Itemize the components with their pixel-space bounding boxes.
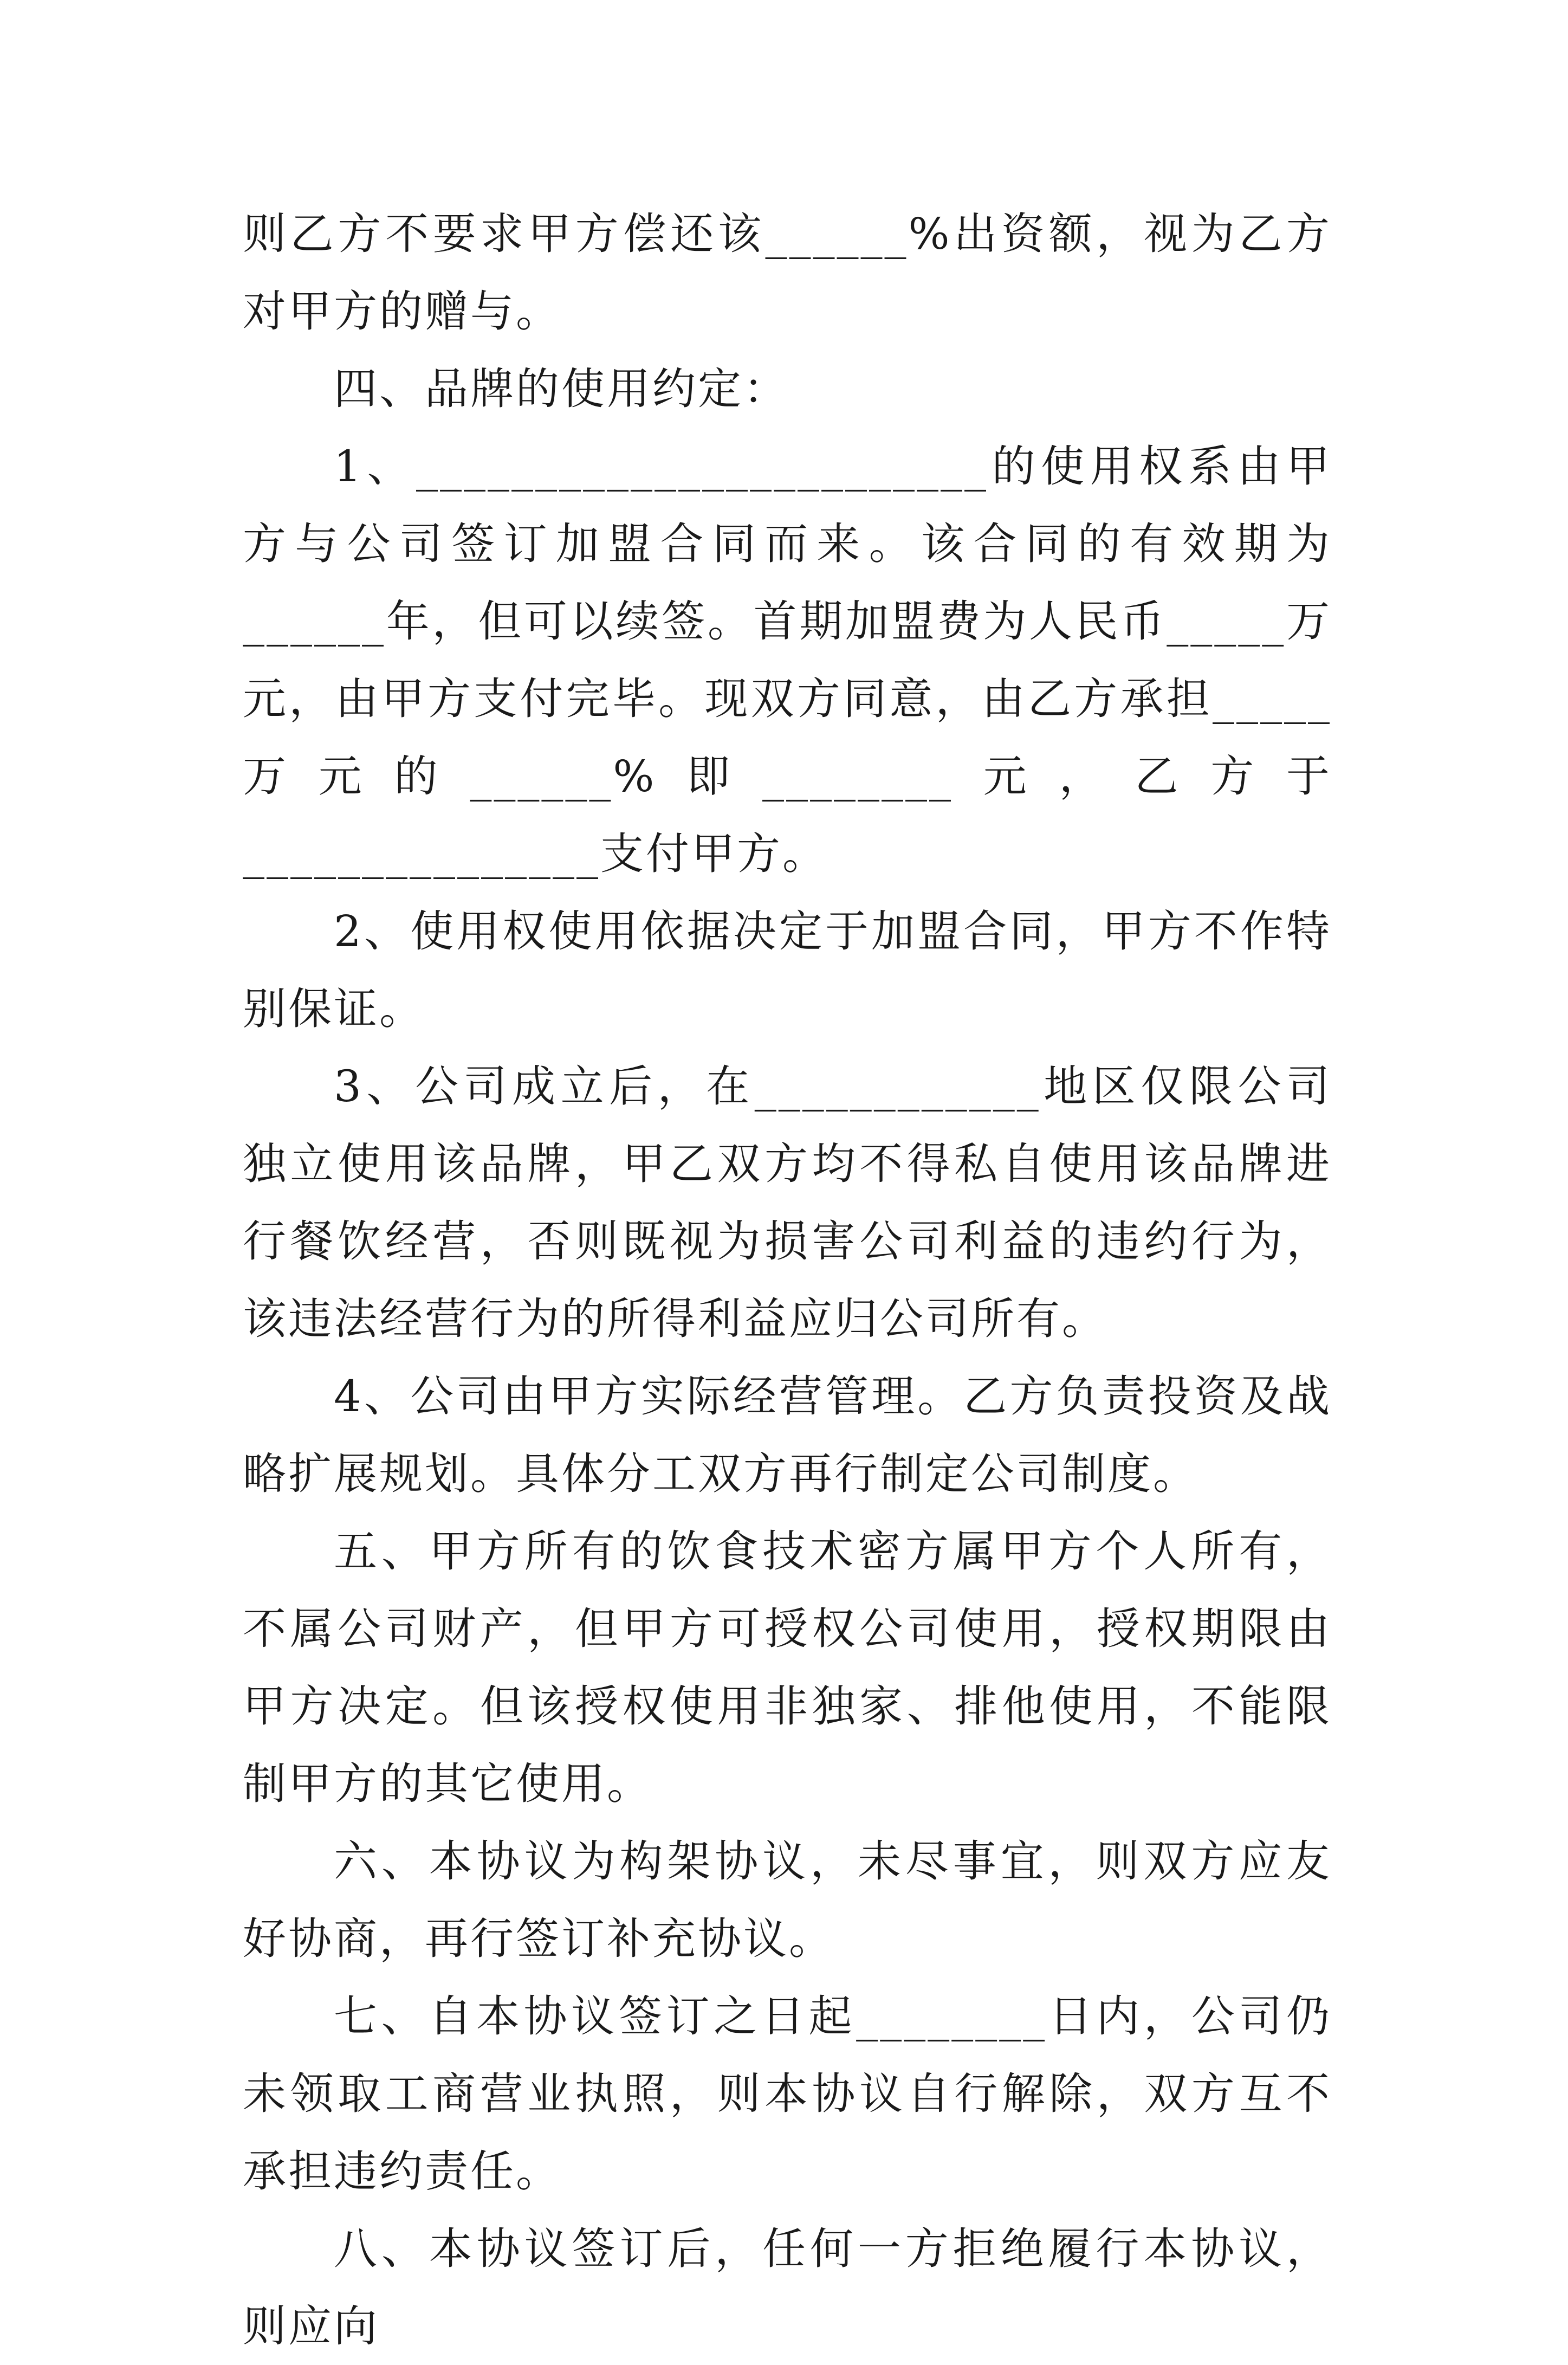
paragraph-brand-usage-2: 2、使用权使用依据决定于加盟合同，甲方不作特别保证。 [243, 906, 1332, 1034]
section-six-framework: 六、本协议为构架协议，未尽事宜，则双方应友好协商，再行签订补充协议。 [243, 1836, 1332, 1964]
paragraph-gift-clause: 则乙方不要求甲方偿还该______%出资额，视为乙方对甲方的赠与。 [243, 209, 1332, 337]
paragraph-brand-usage-1: 1、________________________的使用权系由甲方与公司签订加盟合同而来。该合同的有效期为______年，但可以续签。首期加盟费为人民币_____万元，由甲方支付完毕。现双方同意，由乙方承担_____万元的______%即________元，乙方于_______________支付甲方。 [243, 441, 1332, 879]
section-seven-license: 七、自本协议签订之日起________日内，公司仍未领取工商营业执照，则本协议自行解除，双方互不承担违约责任。 [243, 1991, 1332, 2196]
paragraph-brand-usage-3: 3、公司成立后，在____________地区仅限公司独立使用该品牌，甲乙双方均不得私自使用该品牌进行餐饮经营，否则既视为损害公司利益的违约行为，该违法经营行为的所得利益应归公司所有。 [243, 1061, 1332, 1344]
section-five-recipe: 五、甲方所有的饮食技术密方属甲方个人所有，不属公司财产，但甲方可授权公司使用，授权期限由甲方决定。但该授权使用非独家、排他使用，不能限制甲方的其它使用。 [243, 1526, 1332, 1809]
paragraph-brand-usage-4: 4、公司由甲方实际经营管理。乙方负责投资及战略扩展规划。具体分工双方再行制定公司制度。 [243, 1371, 1332, 1499]
section-heading-brand-usage: 四、品牌的使用约定： [334, 364, 789, 414]
document-body [243, 195, 1332, 2365]
section-eight-breach: 八、本协议签订后，任何一方拒绝履行本协议，则应向 [243, 2224, 1332, 2351]
